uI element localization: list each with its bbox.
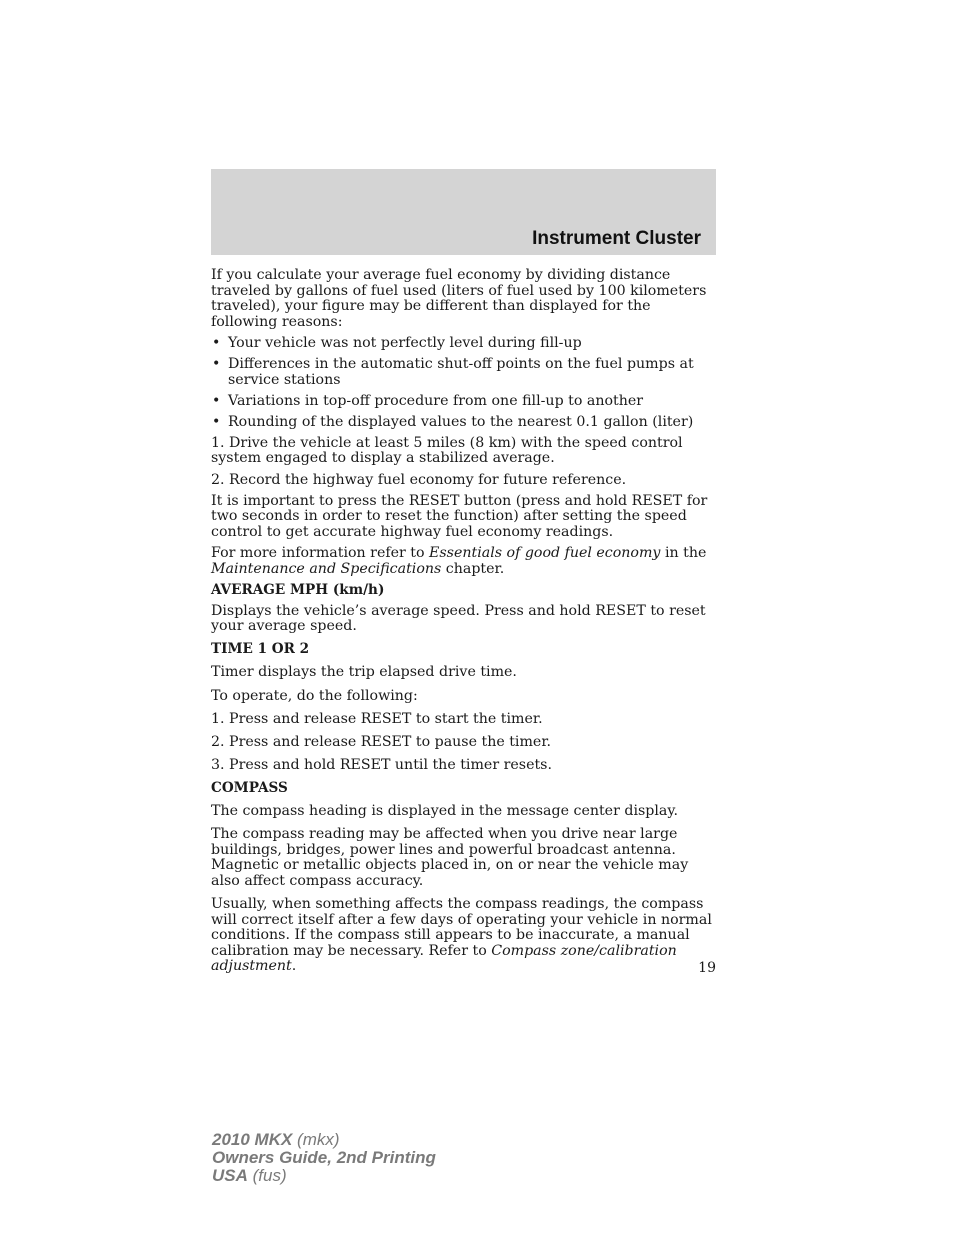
- bullet-text: Your vehicle was not perfectly level during fill-up: [228, 334, 582, 351]
- time-heading: TIME 1 OR 2: [211, 641, 310, 658]
- compass-paragraph-2: The compass reading may be affected when you drive near large buildings, bridges, power lines and powerful broadcast antenna. Magnetic or metallic objects placed in, on or near the vehicle may also affect compass accuracy.: [211, 826, 689, 889]
- compass-text-end: .: [291, 958, 297, 975]
- footer-print-info: [212, 1131, 436, 1185]
- section-header-band: [211, 169, 716, 255]
- list-item: [211, 415, 716, 431]
- more-info-paragraph: [211, 546, 716, 577]
- more-info-middle: in the: [660, 544, 707, 561]
- bullet-text: Rounding of the displayed values to the nearest 0.1 gallon (liter): [228, 413, 694, 430]
- more-info-suffix: chapter.: [441, 560, 505, 577]
- bullet-icon: •: [212, 413, 221, 430]
- fuel-economy-reference: Essentials of good fuel economy: [429, 544, 661, 561]
- list-item: [211, 394, 716, 410]
- operate-paragraph: To operate, do the following:: [211, 687, 418, 704]
- maintenance-reference: Maintenance and Specifications: [211, 560, 442, 577]
- footer-market-code: (fus): [247, 1166, 287, 1185]
- compass-paragraph-3: [211, 897, 716, 975]
- footer-model: 2010 MKX: [212, 1130, 293, 1149]
- page-content: [211, 268, 716, 980]
- page-number: 19: [698, 960, 716, 976]
- compass-calibration-reference: Compass zone/calibration adjustment: [211, 942, 677, 975]
- bullet-text: Differences in the automatic shut-off points on the fuel pumps at service stations: [228, 355, 694, 388]
- list-item: [211, 336, 716, 352]
- list-item: [211, 357, 716, 388]
- compass-paragraph-1: The compass heading is displayed in the message center display.: [211, 803, 678, 820]
- footer-line-1: [212, 1131, 436, 1149]
- bullet-icon: •: [212, 355, 221, 372]
- bullet-text: Variations in top-off procedure from one fill-up to another: [228, 392, 644, 409]
- compass-heading: COMPASS: [211, 779, 288, 796]
- bullet-icon: •: [212, 334, 221, 351]
- timer-step: 3. Press and hold RESET until the timer resets.: [211, 756, 552, 773]
- timer-paragraph: Timer displays the trip elapsed drive time.: [211, 664, 517, 681]
- step-1-paragraph: 1. Drive the vehicle at least 5 miles (8 km) with the speed control system engaged to display a stabilized average.: [211, 434, 683, 467]
- bullet-icon: •: [212, 392, 221, 409]
- step-2-paragraph: 2. Record the highway fuel economy for future reference.: [211, 471, 627, 488]
- timer-step: 1. Press and release RESET to start the timer.: [211, 710, 543, 727]
- footer-line-2: Owners Guide, 2nd Printing: [212, 1148, 436, 1167]
- footer-model-code: (mkx): [292, 1130, 340, 1149]
- footer-market: USA: [212, 1166, 248, 1185]
- compass-text: Usually, when something affects the compass readings, the compass will correct itself after a few days of operating your vehicle in normal conditions. If the compass still appears to be inaccurate, a manual calibration may be necessary. Refer to: [211, 896, 712, 959]
- average-mph-heading: AVERAGE MPH (km/h): [211, 581, 385, 598]
- timer-step: 2. Press and release RESET to pause the timer.: [211, 733, 552, 750]
- section-title: Instrument Cluster: [532, 228, 701, 249]
- more-info-prefix: For more information refer to: [211, 544, 430, 561]
- intro-paragraph: If you calculate your average fuel economy by dividing distance traveled by gallons of fuel used (liters of fuel used by 100 kilometers traveled), your figure may be different than displayed for the following reasons:: [211, 267, 707, 330]
- average-mph-paragraph: Displays the vehicle’s average speed. Press and hold RESET to reset your average speed.: [211, 602, 706, 635]
- reset-important-paragraph: It is important to press the RESET button (press and hold RESET for two seconds in order to reset the function) after setting the speed control to get accurate highway fuel economy readings.: [211, 492, 708, 540]
- footer-line-3: [212, 1167, 436, 1185]
